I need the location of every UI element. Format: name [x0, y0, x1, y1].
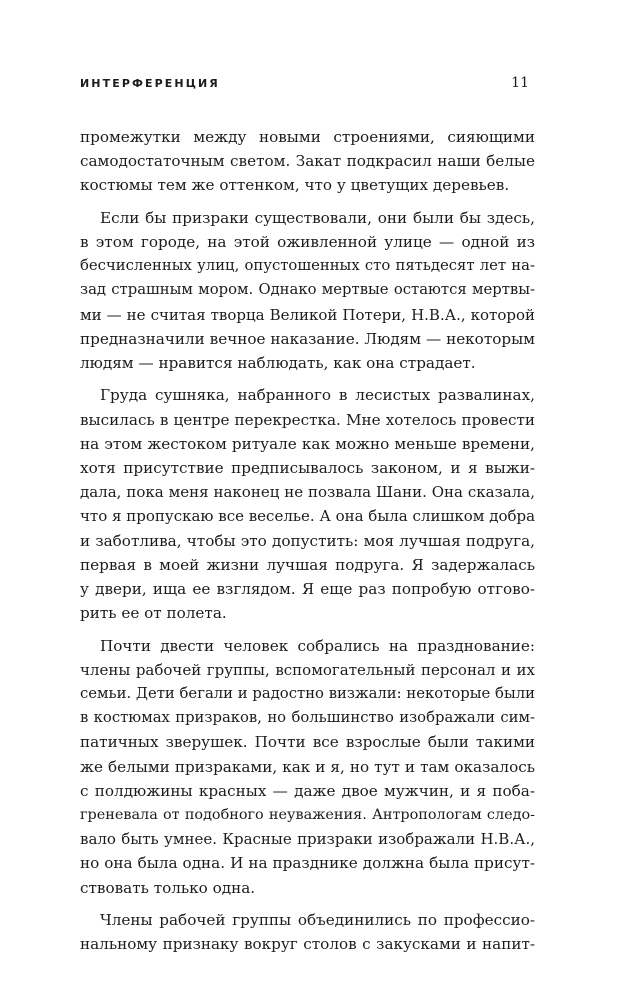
page-number: 11 — [511, 75, 529, 91]
text-line: бесчисленных улиц, опустошенных сто пятьдесят лет на- — [80, 257, 535, 275]
text-line: с полдюжины красных — даже двое мужчин, и я поба- — [80, 781, 535, 800]
text-line: высилась в центре перекрестка. Мне хотелось провести — [80, 410, 535, 429]
paragraph — [80, 125, 535, 198]
paragraph — [80, 383, 535, 625]
paragraph — [80, 206, 535, 375]
text-line: патичных зверушек. Почти все взрослые были такими — [80, 733, 535, 752]
text-line: рить ее от полета. — [80, 604, 227, 623]
text-line: ми — не считая творца Великой Потери, Н.В.А., которой — [80, 305, 535, 324]
text-line: в костюмах призраков, но большинство изображали сим- — [80, 709, 535, 727]
text-line: вало быть умнее. Красные призраки изображали Н.В.А., — [80, 830, 535, 849]
text-line: Груда сушняка, набранного в лесистых развалинах, — [100, 386, 535, 405]
text-line: Если бы призраки существовали, они были бы здесь, — [100, 208, 535, 227]
text-line: первая в моей жизни лучшая подруга. Я задержалась — [80, 555, 535, 574]
text-line: хотя присутствие предписывалось законом, и я выжи- — [80, 459, 535, 478]
text-line: греневала от подобного неуважения. Антропологам следо- — [80, 806, 535, 823]
paragraph — [80, 634, 535, 900]
body-text — [80, 125, 535, 956]
text-line: костюмы тем же оттенком, что у цветущих деревьев. — [80, 176, 510, 195]
text-line: и заботлива, чтобы это допустить: моя лучшая подруга, — [80, 531, 535, 550]
text-line: самодостаточным светом. Закат подкрасил наши белые — [80, 152, 535, 171]
paragraph — [80, 908, 535, 956]
running-title: ИНТЕРФЕРЕНЦИЯ — [80, 77, 220, 90]
text-line: зад страшным мором. Однако мертвые остаются мертвы- — [80, 281, 535, 299]
text-line: промежутки между новыми строениями, сияющими — [80, 128, 535, 146]
text-line: дала, пока меня наконец не позвала Шани. Она сказала, — [80, 483, 535, 502]
text-line: члены рабочей группы, вспомогательный персонал и их — [80, 660, 535, 679]
text-line: нальному признаку вокруг столов с закусками и напит- — [80, 935, 535, 954]
text-line: на этом жестоком ритуале как можно меньше времени, — [80, 434, 535, 453]
text-line: Члены рабочей группы объединились по профессио- — [100, 911, 535, 929]
text-line: в этом городе, на этой оживленной улице — одной из — [80, 233, 535, 252]
text-line: же белыми призраками, как и я, но тут и там оказалось — [80, 757, 535, 776]
text-line: ствовать только одна. — [80, 878, 256, 897]
text-line: предназначили вечное наказание. Людям — некоторым — [80, 329, 535, 348]
text-line: людям — нравится наблюдать, как она страдает. — [80, 353, 476, 372]
text-line: семьи. Дети бегали и радостно визжали: некоторые были — [80, 685, 535, 703]
text-line: но она была одна. И на празднике должна была присут- — [80, 854, 535, 873]
text-line: Почти двести человек собрались на празднование: — [100, 636, 535, 655]
page-header — [80, 75, 535, 95]
text-line: у двери, ища ее взглядом. Я еще раз попробую отгово- — [80, 579, 535, 598]
text-line: что я пропускаю все веселье. А она была слишком добра — [80, 507, 536, 526]
